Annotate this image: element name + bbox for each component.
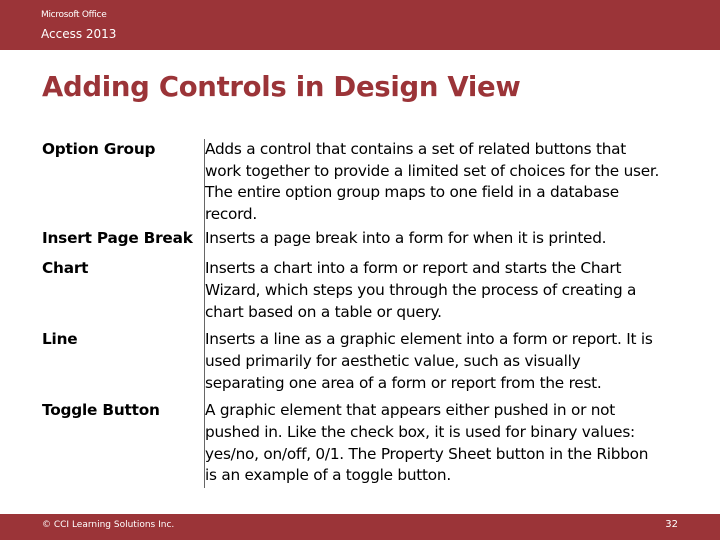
description-cell: Adds a control that contains a set of related buttons that work together to provide a limited set of choices for the user. The entire option group maps to one field in a database record. [205, 139, 665, 228]
table-row [42, 228, 664, 258]
description-cell: Inserts a page break into a form for when it is printed. [205, 228, 665, 258]
table-row [42, 258, 664, 329]
table-row [42, 139, 664, 228]
description-cell: Inserts a chart into a form or report and starts the Chart Wizard, which steps you through the process of creating a chart based on a table or query. [205, 258, 665, 329]
table-row [42, 400, 664, 488]
copyright-text: © CCI Learning Solutions Inc. [42, 520, 175, 530]
page-title: Adding Controls in Design View [42, 71, 521, 103]
controls-table [42, 139, 664, 488]
description-cell: A graphic element that appears either pushed in or not pushed in. Like the check box, it is used for binary values: yes/no, on/off, 0/1. The Property Sheet button in the Ribbon is an example of a toggle button. [205, 400, 665, 488]
product-name: Access 2013 [41, 27, 117, 41]
description-cell: Inserts a line as a graphic element into a form or report. It is used primarily for aesthetic value, such as visually separating one area of a form or report from the rest. [205, 329, 665, 400]
term-cell: Option Group [42, 140, 156, 158]
term-cell: Chart [42, 259, 89, 278]
page-number: 32 [665, 519, 678, 530]
term-cell: Line [42, 330, 78, 349]
brand-name: Microsoft Office [41, 10, 107, 20]
table-row [42, 329, 664, 400]
term-cell: Toggle Button [42, 401, 160, 420]
header-bar [0, 0, 720, 50]
term-cell: Insert Page Break [42, 229, 193, 248]
